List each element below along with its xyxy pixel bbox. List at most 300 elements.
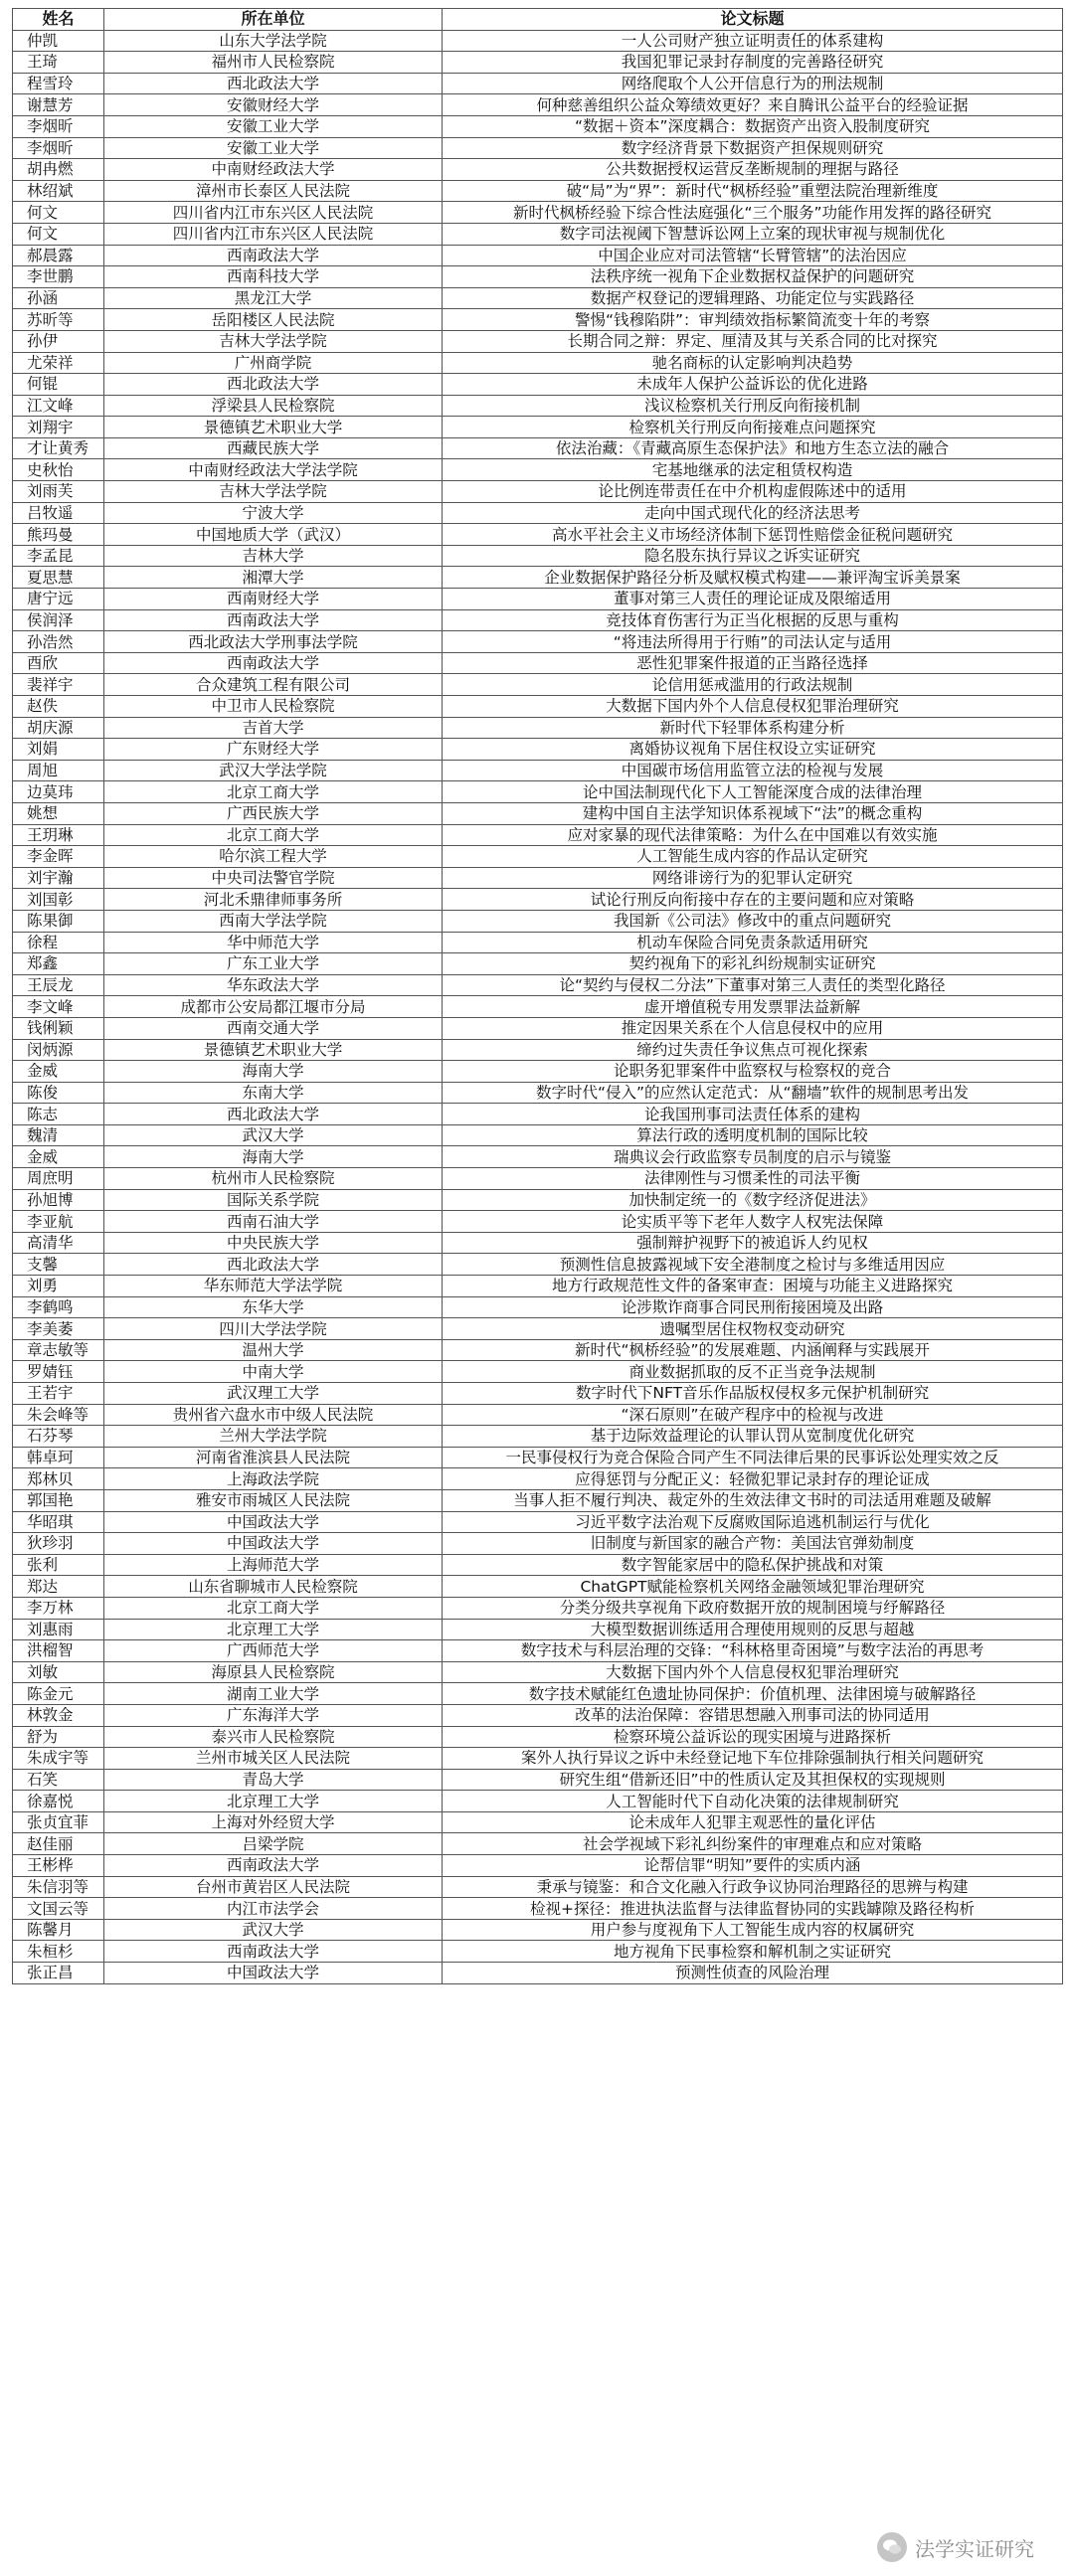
cell-name: 刘娟 bbox=[13, 739, 104, 761]
cell-title: 数字技术赋能红色遗址协同保护：价值机理、法律困境与破解路径 bbox=[443, 1683, 1063, 1705]
cell-name: 李鹤鸣 bbox=[13, 1296, 104, 1318]
cell-name: 边莫玮 bbox=[13, 781, 104, 803]
cell-unit: 中国政法大学 bbox=[104, 1533, 443, 1555]
cell-name: 罗婧钰 bbox=[13, 1361, 104, 1383]
cell-unit: 西南政法大学 bbox=[104, 1941, 443, 1963]
table-row bbox=[13, 1404, 1063, 1426]
cell-unit: 广东财经大学 bbox=[104, 739, 443, 761]
cell-title: 预测性侦查的风险治理 bbox=[443, 1963, 1063, 1984]
cell-name: 陈金元 bbox=[13, 1683, 104, 1705]
cell-unit: 台州市黄岩区人民法院 bbox=[104, 1876, 443, 1898]
cell-title: 检视+探径：推进执法监督与法律监督协同的实践罅隙及路径构析 bbox=[443, 1898, 1063, 1920]
cell-name: 姚想 bbox=[13, 802, 104, 824]
cell-unit: 西南政法大学 bbox=[104, 245, 443, 266]
cell-name: 闵炳源 bbox=[13, 1039, 104, 1061]
cell-unit: 西南政法大学 bbox=[104, 1855, 443, 1877]
cell-name: 刘勇 bbox=[13, 1276, 104, 1297]
cell-name: 王辰龙 bbox=[13, 974, 104, 996]
cell-title: 论我国刑事司法责任体系的建构 bbox=[443, 1104, 1063, 1125]
cell-unit: 中国政法大学 bbox=[104, 1511, 443, 1533]
cell-title: 商业数据抓取的反不正当竞争法规制 bbox=[443, 1361, 1063, 1383]
table-row bbox=[13, 824, 1063, 846]
cell-name: 朱成宇等 bbox=[13, 1748, 104, 1770]
header-row bbox=[13, 9, 1063, 31]
cell-name: 李烟昕 bbox=[13, 115, 104, 137]
cell-unit: 宁波大学 bbox=[104, 502, 443, 524]
cell-title: 地方行政规范性文件的备案审查：困境与功能主义进路探究 bbox=[443, 1276, 1063, 1297]
cell-name: 文国云等 bbox=[13, 1898, 104, 1920]
cell-name: 何文 bbox=[13, 202, 104, 224]
cell-unit: 西南政法大学 bbox=[104, 609, 443, 631]
cell-name: 熊玛曼 bbox=[13, 524, 104, 546]
cell-title: 我国新《公司法》修改中的重点问题研究 bbox=[443, 910, 1063, 932]
table-row bbox=[13, 760, 1063, 781]
cell-title: 数字时代“侵入”的应然认定范式：从“翻墙”软件的规制思考出发 bbox=[443, 1082, 1063, 1104]
cell-unit: 海南大学 bbox=[104, 1146, 443, 1168]
cell-unit: 景德镇艺术职业大学 bbox=[104, 1039, 443, 1061]
cell-unit: 杭州市人民检察院 bbox=[104, 1168, 443, 1190]
cell-name: 徐程 bbox=[13, 932, 104, 953]
cell-unit: 成都市公安局都江堰市分局 bbox=[104, 996, 443, 1018]
cell-title: 研究生组“借新还旧”中的性质认定及其担保权的实现规则 bbox=[443, 1769, 1063, 1791]
cell-title: 恶性犯罪案件报道的正当路径选择 bbox=[443, 652, 1063, 674]
table-row bbox=[13, 1683, 1063, 1705]
cell-unit: 华东政法大学 bbox=[104, 974, 443, 996]
table-row bbox=[13, 1339, 1063, 1361]
table-row bbox=[13, 1082, 1063, 1104]
table-row bbox=[13, 437, 1063, 459]
cell-name: 狄珍羽 bbox=[13, 1533, 104, 1555]
cell-unit: 武汉理工大学 bbox=[104, 1383, 443, 1405]
table-row bbox=[13, 953, 1063, 975]
cell-title: 长期合同之辩：界定、厘清及其与关系合同的比对探究 bbox=[443, 330, 1063, 352]
cell-name: 李孟昆 bbox=[13, 545, 104, 567]
cell-title: 数据产权登记的逻辑理路、功能定位与实践路径 bbox=[443, 287, 1063, 309]
cell-unit: 安徽工业大学 bbox=[104, 115, 443, 137]
table-row bbox=[13, 374, 1063, 396]
table-row bbox=[13, 1296, 1063, 1318]
table-row bbox=[13, 974, 1063, 996]
cell-unit: 湘潭大学 bbox=[104, 567, 443, 589]
cell-name: 张正昌 bbox=[13, 1963, 104, 1984]
cell-title: 习近平数字法治观下反腐败国际追逃机制运行与优化 bbox=[443, 1511, 1063, 1533]
cell-unit: 合众建筑工程有限公司 bbox=[104, 674, 443, 696]
cell-unit: 西北政法大学 bbox=[104, 374, 443, 396]
cell-name: 孙浩然 bbox=[13, 631, 104, 653]
table-row bbox=[13, 1661, 1063, 1683]
cell-title: 数字技术与科层治理的交锋：“科林格里奇困境”与数字法治的再思考 bbox=[443, 1640, 1063, 1662]
cell-title: 算法行政的透明度机制的国际比较 bbox=[443, 1124, 1063, 1146]
cell-title: 遗嘱型居住权物权变动研究 bbox=[443, 1318, 1063, 1340]
cell-name: 李金晖 bbox=[13, 846, 104, 868]
cell-title: 公共数据授权运营反垄断规制的理据与路径 bbox=[443, 159, 1063, 181]
cell-unit: 中央民族大学 bbox=[104, 1232, 443, 1254]
cell-unit: 武汉大学 bbox=[104, 1919, 443, 1941]
cell-title: 秉承与镜鉴：和合文化融入行政争议协同治理路径的思辨与构建 bbox=[443, 1876, 1063, 1898]
table-row bbox=[13, 1898, 1063, 1920]
cell-title: 论中国法制现代化下人工智能深度合成的法律治理 bbox=[443, 781, 1063, 803]
cell-name: 徐嘉悦 bbox=[13, 1791, 104, 1812]
cell-unit: 华中师范大学 bbox=[104, 932, 443, 953]
watermark bbox=[877, 2532, 1034, 2562]
cell-name: 张利 bbox=[13, 1554, 104, 1576]
cell-title: 虚开增值税专用发票罪法益新解 bbox=[443, 996, 1063, 1018]
cell-title: 浅议检察机关行刑反向衔接机制 bbox=[443, 395, 1063, 417]
table-row bbox=[13, 1061, 1063, 1083]
cell-title: 论比例连带责任在中介机构虚假陈述中的适用 bbox=[443, 481, 1063, 503]
cell-name: 刘惠雨 bbox=[13, 1619, 104, 1640]
table-row bbox=[13, 1748, 1063, 1770]
table-row bbox=[13, 159, 1063, 181]
cell-title: 检察环境公益诉讼的现实困境与进路探析 bbox=[443, 1726, 1063, 1748]
table-row bbox=[13, 910, 1063, 932]
cell-title: 新时代“枫桥经验”的发展难题、内涵阐释与实践展开 bbox=[443, 1339, 1063, 1361]
watermark-text: 法学实证研究 bbox=[915, 2536, 1034, 2561]
table-row bbox=[13, 1855, 1063, 1877]
cell-unit: 河南省淮滨县人民法院 bbox=[104, 1447, 443, 1468]
cell-name: 洪榴智 bbox=[13, 1640, 104, 1662]
cell-title: 地方视角下民事检察和解机制之实证研究 bbox=[443, 1941, 1063, 1963]
cell-name: 陈果御 bbox=[13, 910, 104, 932]
cell-unit: 吉林大学 bbox=[104, 545, 443, 567]
cell-name: 朱会峰等 bbox=[13, 1404, 104, 1426]
cell-name: 林绍斌 bbox=[13, 180, 104, 202]
table-row bbox=[13, 846, 1063, 868]
table-row bbox=[13, 524, 1063, 546]
cell-name: 金威 bbox=[13, 1061, 104, 1083]
cell-name: 金威 bbox=[13, 1146, 104, 1168]
cell-title: 走向中国式现代化的经济法思考 bbox=[443, 502, 1063, 524]
cell-title: 机动车保险合同免责条款适用研究 bbox=[443, 932, 1063, 953]
cell-unit: 青岛大学 bbox=[104, 1769, 443, 1791]
cell-title: 驰名商标的认定影响判决趋势 bbox=[443, 352, 1063, 374]
cell-name: 吕牧遥 bbox=[13, 502, 104, 524]
cell-name: 李美萎 bbox=[13, 1318, 104, 1340]
cell-unit: 安徽工业大学 bbox=[104, 137, 443, 159]
cell-unit: 吉林大学法学院 bbox=[104, 330, 443, 352]
cell-name: 石芬琴 bbox=[13, 1426, 104, 1448]
table-row bbox=[13, 481, 1063, 503]
cell-unit: 中南财经政法大学 bbox=[104, 159, 443, 181]
cell-unit: 上海师范大学 bbox=[104, 1554, 443, 1576]
table-row bbox=[13, 417, 1063, 438]
table-row bbox=[13, 266, 1063, 288]
table-row bbox=[13, 395, 1063, 417]
table-row bbox=[13, 1039, 1063, 1061]
cell-name: 酉欣 bbox=[13, 652, 104, 674]
cell-unit: 安徽财经大学 bbox=[104, 94, 443, 116]
cell-unit: 中国政法大学 bbox=[104, 1963, 443, 1984]
cell-unit: 福州市人民检察院 bbox=[104, 52, 443, 74]
cell-unit: 雅安市雨城区人民法院 bbox=[104, 1489, 443, 1511]
cell-title: 数字经济背景下数据资产担保规则研究 bbox=[443, 137, 1063, 159]
cell-name: 仲凯 bbox=[13, 30, 104, 52]
cell-title: 网络爬取个人公开信息行为的刑法规制 bbox=[443, 73, 1063, 94]
cell-unit: 山东大学法学院 bbox=[104, 30, 443, 52]
cell-unit: 中央司法警官学院 bbox=[104, 867, 443, 889]
cell-unit: 东南大学 bbox=[104, 1082, 443, 1104]
cell-unit: 湖南工业大学 bbox=[104, 1683, 443, 1705]
cell-name: 孙涵 bbox=[13, 287, 104, 309]
cell-title: 一民事侵权行为竞合保险合同产生不同法律后果的民事诉讼处理实效之反 bbox=[443, 1447, 1063, 1468]
cell-title: 应对家暴的现代法律策略：为什么在中国难以有效实施 bbox=[443, 824, 1063, 846]
cell-name: 陈志 bbox=[13, 1104, 104, 1125]
cell-name: 陈俊 bbox=[13, 1082, 104, 1104]
cell-title: 论涉欺诈商事合同民刑衔接困境及出路 bbox=[443, 1296, 1063, 1318]
cell-title: 中国企业应对司法管辖“长臂管辖”的法治因应 bbox=[443, 245, 1063, 266]
cell-title: 论帮信罪“明知”要件的实质内涵 bbox=[443, 1855, 1063, 1877]
table-row bbox=[13, 609, 1063, 631]
cell-unit: 西北政法大学刑事法学院 bbox=[104, 631, 443, 653]
table-row bbox=[13, 137, 1063, 159]
cell-title: 企业数据保护路径分析及赋权模式构建——兼评淘宝诉美景案 bbox=[443, 567, 1063, 589]
cell-title: “将违法所得用于行贿”的司法认定与适用 bbox=[443, 631, 1063, 653]
cell-name: 孙旭博 bbox=[13, 1189, 104, 1211]
cell-name: 郑达 bbox=[13, 1576, 104, 1598]
cell-name: 华昭琪 bbox=[13, 1511, 104, 1533]
cell-unit: 西北政法大学 bbox=[104, 1254, 443, 1276]
cell-unit: 西南政法大学 bbox=[104, 652, 443, 674]
cell-unit: 吉首大学 bbox=[104, 717, 443, 739]
cell-name: 章志敏等 bbox=[13, 1339, 104, 1361]
cell-title: 预测性信息披露视域下安全港制度之检讨与多维适用因应 bbox=[443, 1254, 1063, 1276]
table-row bbox=[13, 330, 1063, 352]
cell-title: 论“契约与侵权二分法”下董事对第三人责任的类型化路径 bbox=[443, 974, 1063, 996]
cell-name: 裴祥宇 bbox=[13, 674, 104, 696]
cell-unit: 中南财经政法大学法学院 bbox=[104, 459, 443, 481]
table-row bbox=[13, 202, 1063, 224]
table-row bbox=[13, 674, 1063, 696]
cell-title: 人工智能时代下自动化决策的法律规制研究 bbox=[443, 1791, 1063, 1812]
cell-name: 郝晨露 bbox=[13, 245, 104, 266]
table-row bbox=[13, 115, 1063, 137]
table-row bbox=[13, 802, 1063, 824]
header-title: 论文标题 bbox=[443, 9, 1063, 31]
cell-name: 刘敏 bbox=[13, 1661, 104, 1683]
table-row bbox=[13, 1640, 1063, 1662]
cell-title: 破“局”为“界”：新时代“枫桥经验”重塑法院治理新维度 bbox=[443, 180, 1063, 202]
cell-unit: 黑龙江大学 bbox=[104, 287, 443, 309]
cell-title: 中国碳市场信用监管立法的检视与发展 bbox=[443, 760, 1063, 781]
cell-title: 人工智能生成内容的作品认定研究 bbox=[443, 846, 1063, 868]
cell-name: 何文 bbox=[13, 223, 104, 245]
cell-unit: 武汉大学法学院 bbox=[104, 760, 443, 781]
table-row bbox=[13, 1876, 1063, 1898]
cell-title: 大模型数据训练适用合理使用规则的反思与超越 bbox=[443, 1619, 1063, 1640]
cell-unit: 海原县人民检察院 bbox=[104, 1661, 443, 1683]
cell-unit: 西南大学法学院 bbox=[104, 910, 443, 932]
cell-name: 唐宁远 bbox=[13, 589, 104, 610]
cell-title: 离婚协议视角下居住权设立实证研究 bbox=[443, 739, 1063, 761]
cell-name: 钱俐颖 bbox=[13, 1017, 104, 1039]
cell-title: 论实质平等下老年人数字人权宪法保障 bbox=[443, 1211, 1063, 1233]
table-row bbox=[13, 1597, 1063, 1619]
cell-name: 郑鑫 bbox=[13, 953, 104, 975]
table-row bbox=[13, 717, 1063, 739]
cell-name: 夏思慧 bbox=[13, 567, 104, 589]
cell-title: 未成年人保护公益诉讼的优化进路 bbox=[443, 374, 1063, 396]
cell-name: 才让黄秀 bbox=[13, 437, 104, 459]
cell-title: 社会学视域下彩礼纠纷案件的审理难点和应对策略 bbox=[443, 1833, 1063, 1855]
cell-title: 检察机关行刑反向衔接难点问题探究 bbox=[443, 417, 1063, 438]
cell-name: 王琦 bbox=[13, 52, 104, 74]
cell-name: 王彬桦 bbox=[13, 1855, 104, 1877]
table-body bbox=[13, 30, 1063, 1983]
cell-name: 朱信羽等 bbox=[13, 1876, 104, 1898]
cell-name: 程雪玲 bbox=[13, 73, 104, 94]
cell-title: 高水平社会主义市场经济体制下惩罚性赔偿金征税问题研究 bbox=[443, 524, 1063, 546]
cell-name: 刘宇瀚 bbox=[13, 867, 104, 889]
cell-title: 隐名股东执行异议之诉实证研究 bbox=[443, 545, 1063, 567]
cell-unit: 岳阳楼区人民法院 bbox=[104, 309, 443, 331]
cell-title: 论未成年人犯罪主观恶性的量化评估 bbox=[443, 1811, 1063, 1833]
cell-unit: 华东师范大学法学院 bbox=[104, 1276, 443, 1297]
table-row bbox=[13, 996, 1063, 1018]
cell-title: 论职务犯罪案件中监察权与检察权的竞合 bbox=[443, 1061, 1063, 1083]
cell-unit: 北京工商大学 bbox=[104, 781, 443, 803]
cell-name: 谢慧芳 bbox=[13, 94, 104, 116]
cell-unit: 吕梁学院 bbox=[104, 1833, 443, 1855]
cell-title: 旧制度与新国家的融合产物：美国法官弹劾制度 bbox=[443, 1533, 1063, 1555]
cell-unit: 哈尔滨工程大学 bbox=[104, 846, 443, 868]
cell-unit: 贵州省六盘水市中级人民法院 bbox=[104, 1404, 443, 1426]
table-row bbox=[13, 1104, 1063, 1125]
table-row bbox=[13, 1619, 1063, 1640]
cell-title: 用户参与度视角下人工智能生成内容的权属研究 bbox=[443, 1919, 1063, 1941]
cell-unit: 内江市法学会 bbox=[104, 1898, 443, 1920]
cell-title: 董事对第三人责任的理论证成及限缩适用 bbox=[443, 589, 1063, 610]
table-row bbox=[13, 867, 1063, 889]
cell-name: 郑林贝 bbox=[13, 1468, 104, 1490]
cell-unit: 广东工业大学 bbox=[104, 953, 443, 975]
cell-title: 加快制定统一的《数字经济促进法》 bbox=[443, 1189, 1063, 1211]
paper-list-table bbox=[12, 8, 1063, 1984]
table-row bbox=[13, 1447, 1063, 1468]
table-row bbox=[13, 459, 1063, 481]
cell-title: 基于边际效益理论的认罪认罚从宽制度优化研究 bbox=[443, 1426, 1063, 1448]
cell-name: 支馨 bbox=[13, 1254, 104, 1276]
table-row bbox=[13, 1276, 1063, 1297]
cell-unit: 国际关系学院 bbox=[104, 1189, 443, 1211]
table-row bbox=[13, 352, 1063, 374]
cell-name: 刘翔宇 bbox=[13, 417, 104, 438]
cell-title: 新时代枫桥经验下综合性法庭强化“三个服务”功能作用发挥的路径研究 bbox=[443, 202, 1063, 224]
cell-unit: 浮梁县人民检察院 bbox=[104, 395, 443, 417]
cell-title: 网络诽谤行为的犯罪认定研究 bbox=[443, 867, 1063, 889]
table-row bbox=[13, 1017, 1063, 1039]
cell-name: 周旭 bbox=[13, 760, 104, 781]
cell-name: 李世鹏 bbox=[13, 266, 104, 288]
cell-unit: 西南科技大学 bbox=[104, 266, 443, 288]
cell-name: 胡冉燃 bbox=[13, 159, 104, 181]
table-row bbox=[13, 245, 1063, 266]
table-row bbox=[13, 1232, 1063, 1254]
table-row bbox=[13, 94, 1063, 116]
cell-title: 推定因果关系在个人信息侵权中的应用 bbox=[443, 1017, 1063, 1039]
cell-unit: 北京理工大学 bbox=[104, 1791, 443, 1812]
table-row bbox=[13, 1554, 1063, 1576]
header-name: 姓名 bbox=[13, 9, 104, 31]
table-row bbox=[13, 1168, 1063, 1190]
table-row bbox=[13, 1791, 1063, 1812]
cell-unit: 上海政法学院 bbox=[104, 1468, 443, 1490]
table-row bbox=[13, 1146, 1063, 1168]
table-row bbox=[13, 1489, 1063, 1511]
cell-name: 胡庆源 bbox=[13, 717, 104, 739]
cell-name: 尤荣祥 bbox=[13, 352, 104, 374]
table-row bbox=[13, 1726, 1063, 1748]
cell-name: 魏清 bbox=[13, 1124, 104, 1146]
table-row bbox=[13, 309, 1063, 331]
cell-title: 契约视角下的彩礼纠纷规制实证研究 bbox=[443, 953, 1063, 975]
cell-title: 大数据下国内外个人信息侵权犯罪治理研究 bbox=[443, 696, 1063, 718]
cell-title: 试论行刑反向衔接中存在的主要问题和应对策略 bbox=[443, 889, 1063, 911]
cell-unit: 西北政法大学 bbox=[104, 73, 443, 94]
table-row bbox=[13, 1811, 1063, 1833]
cell-name: 高清华 bbox=[13, 1232, 104, 1254]
cell-unit: 四川省内江市东兴区人民法院 bbox=[104, 202, 443, 224]
cell-title: 我国犯罪记录封存制度的完善路径研究 bbox=[443, 52, 1063, 74]
cell-name: 陈馨月 bbox=[13, 1919, 104, 1941]
cell-name: 刘国彰 bbox=[13, 889, 104, 911]
cell-unit: 西南交通大学 bbox=[104, 1017, 443, 1039]
table-row bbox=[13, 223, 1063, 245]
table-row bbox=[13, 1833, 1063, 1855]
cell-name: 周庶明 bbox=[13, 1168, 104, 1190]
cell-unit: 广东海洋大学 bbox=[104, 1704, 443, 1726]
cell-name: 郭国艳 bbox=[13, 1489, 104, 1511]
table-row bbox=[13, 1189, 1063, 1211]
cell-name: 王若宇 bbox=[13, 1383, 104, 1405]
cell-unit: 北京工商大学 bbox=[104, 824, 443, 846]
table-row bbox=[13, 1383, 1063, 1405]
table-row bbox=[13, 1318, 1063, 1340]
table-row bbox=[13, 1468, 1063, 1490]
cell-title: 新时代下轻罪体系构建分析 bbox=[443, 717, 1063, 739]
table-row bbox=[13, 287, 1063, 309]
wechat-icon bbox=[877, 2532, 907, 2562]
cell-title: 建构中国自主法学知识体系视域下“法”的概念重构 bbox=[443, 802, 1063, 824]
cell-title: 法秩序统一视角下企业数据权益保护的问题研究 bbox=[443, 266, 1063, 288]
cell-title: 法律刚性与习惯柔性的司法平衡 bbox=[443, 1168, 1063, 1190]
table-row bbox=[13, 502, 1063, 524]
cell-unit: 中卫市人民检察院 bbox=[104, 696, 443, 718]
table-row bbox=[13, 1254, 1063, 1276]
cell-title: 何种慈善组织公益众筹绩效更好？来自腾讯公益平台的经验证据 bbox=[443, 94, 1063, 116]
cell-unit: 漳州市长泰区人民法院 bbox=[104, 180, 443, 202]
cell-title: 宅基地继承的法定租赁权构造 bbox=[443, 459, 1063, 481]
table-row bbox=[13, 1963, 1063, 1984]
cell-unit: 西北政法大学 bbox=[104, 1104, 443, 1125]
cell-name: 侯润泽 bbox=[13, 609, 104, 631]
cell-name: 舒为 bbox=[13, 1726, 104, 1748]
cell-name: 刘雨芙 bbox=[13, 481, 104, 503]
table-row bbox=[13, 1704, 1063, 1726]
cell-title: 当事人拒不履行判决、裁定外的生效法律文书时的司法适用难题及破解 bbox=[443, 1489, 1063, 1511]
table-row bbox=[13, 1361, 1063, 1383]
cell-unit: 四川大学法学院 bbox=[104, 1318, 443, 1340]
cell-name: 苏昕等 bbox=[13, 309, 104, 331]
cell-name: 林敦金 bbox=[13, 1704, 104, 1726]
table-row bbox=[13, 589, 1063, 610]
cell-unit: 中国地质大学（武汉） bbox=[104, 524, 443, 546]
table-row bbox=[13, 1769, 1063, 1791]
cell-name: 李烟昕 bbox=[13, 137, 104, 159]
table-row bbox=[13, 631, 1063, 653]
table-row bbox=[13, 73, 1063, 94]
cell-name: 王玥琳 bbox=[13, 824, 104, 846]
cell-name: 李万林 bbox=[13, 1597, 104, 1619]
